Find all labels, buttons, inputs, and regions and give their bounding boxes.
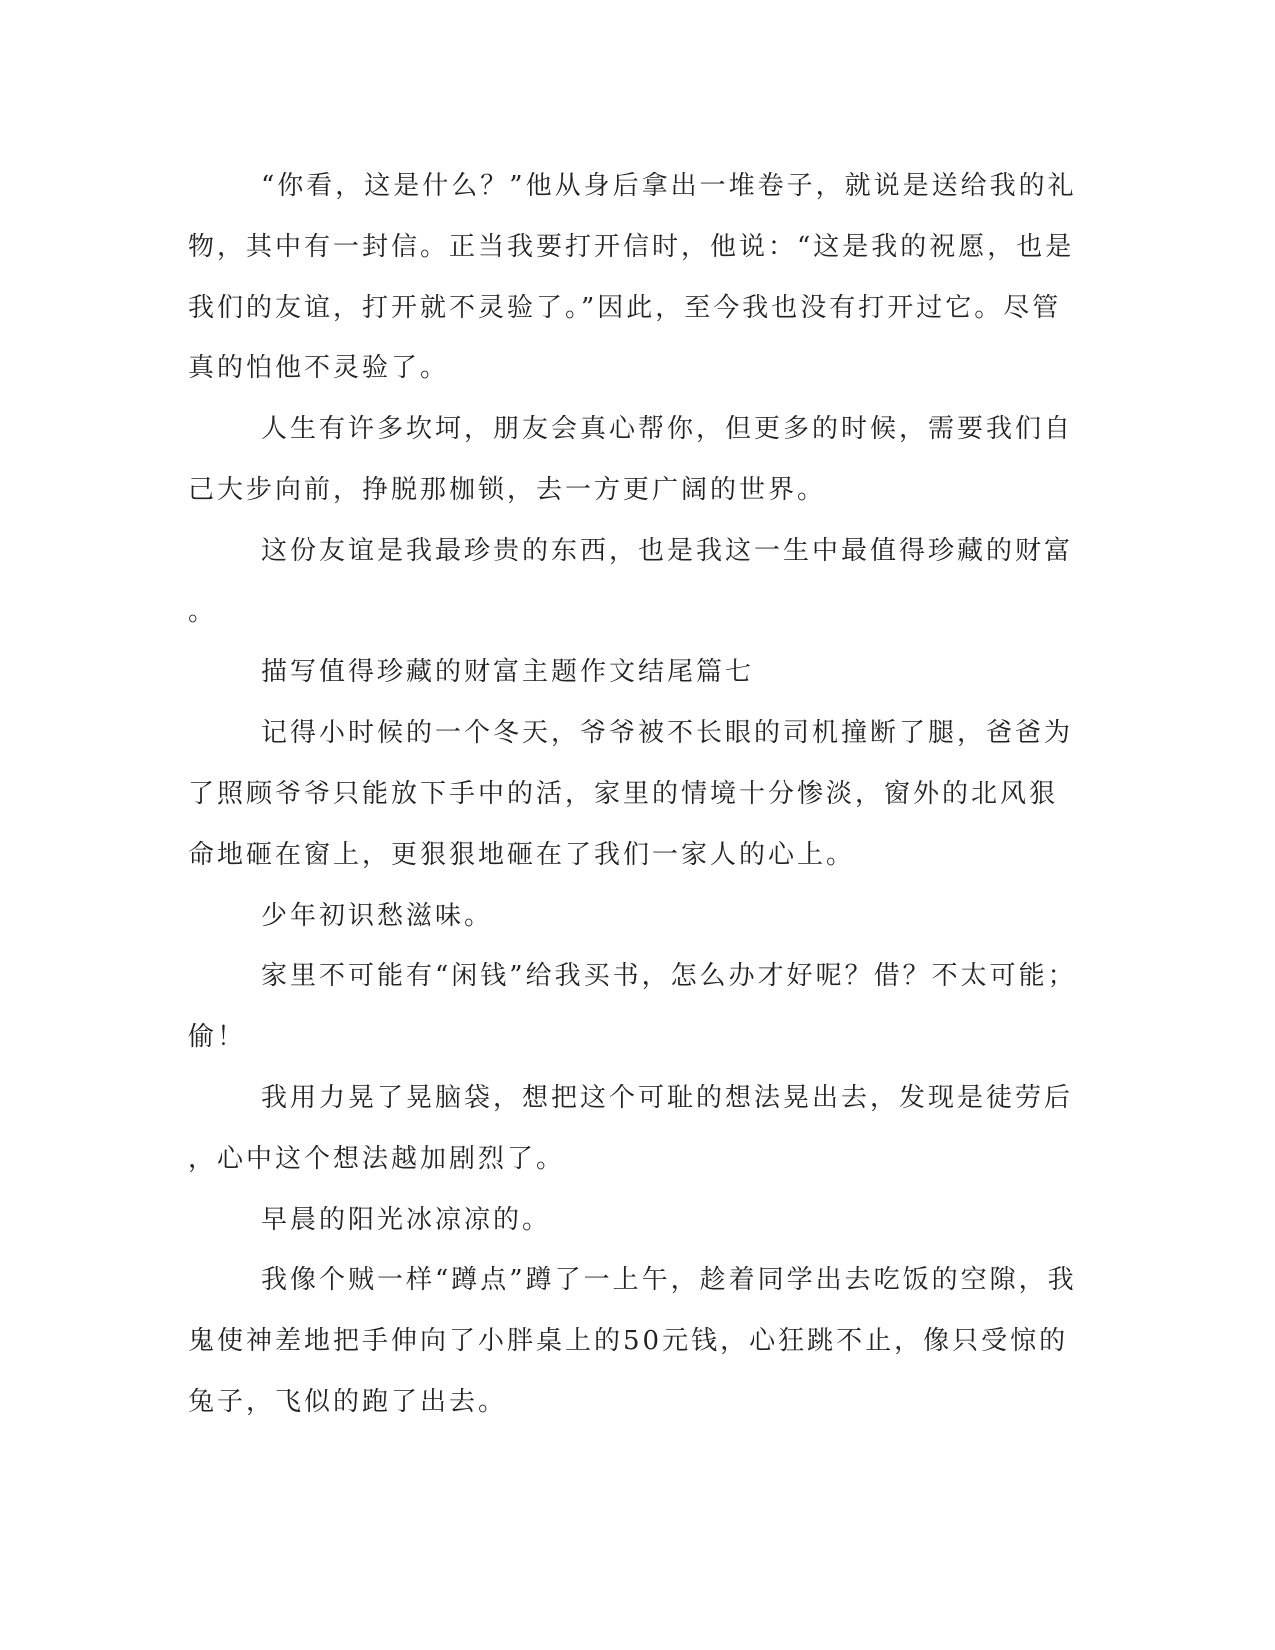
text-line: 了照顾爷爷只能放下手中的活，家里的情境十分惨淡，窗外的北风狠 [188, 778, 1059, 809]
text-line: 物，其中有一封信。正当我要打开信时，他说：“这是我的祝愿，也是 [188, 231, 1075, 262]
text-line: 偷！ [188, 1022, 247, 1053]
text-line: 这份友谊是我最珍贵的东西，也是我这一生中最值得珍藏的财富 [261, 535, 1074, 566]
text-line: 早晨的阳光冰凉凉的。 [261, 1204, 552, 1235]
text-line: 真的怕他不灵验了。 [188, 353, 450, 384]
text-line: 家里不可能有“闲钱”给我买书，怎么办才好呢？借？不太可能； [261, 961, 1077, 992]
text-line: “你看，这是什么？”他从身后拿出一堆卷子，就说是送给我的礼 [261, 171, 1077, 201]
text-line: 命地砸在窗上，更狠狠地砸在了我们一家人的心上。 [188, 839, 856, 870]
text-line: 我用力晃了晃脑袋，想把这个可耻的想法晃出去，发现是徒劳后 [261, 1082, 1074, 1113]
text-line: 人生有许多坎坷，朋友会真心帮你，但更多的时候，需要我们自 [261, 414, 1074, 445]
text-line: 我们的友谊，打开就不灵验了。”因此，至今我也没有打开过它。尽管 [188, 292, 1062, 323]
text-line: 鬼使神差地把手伸向了小胖桌上的50元钱，心狂跳不止，像只受惊的 [188, 1326, 1069, 1357]
text-line: 记得小时候的一个冬天，爷爷被不长眼的司机撞断了腿，爸爸为 [261, 718, 1074, 749]
text-line: 少年初识愁滋味。 [261, 900, 494, 931]
text-line: 己大步向前，挣脱那枷锁，去一方更广阔的世界。 [188, 474, 827, 505]
text-line: 兔子，飞似的跑了出去。 [188, 1386, 508, 1417]
document-body [188, 156, 1077, 1433]
text-line: 。 [188, 596, 218, 627]
text-line: 我像个贼一样“蹲点”蹲了一上午，趁着同学出去吃饭的空隙，我 [261, 1265, 1077, 1296]
text-line: ，心中这个想法越加剧烈了。 [188, 1143, 566, 1174]
section-heading: 描写值得珍藏的财富主题作文结尾篇七 [261, 657, 755, 688]
